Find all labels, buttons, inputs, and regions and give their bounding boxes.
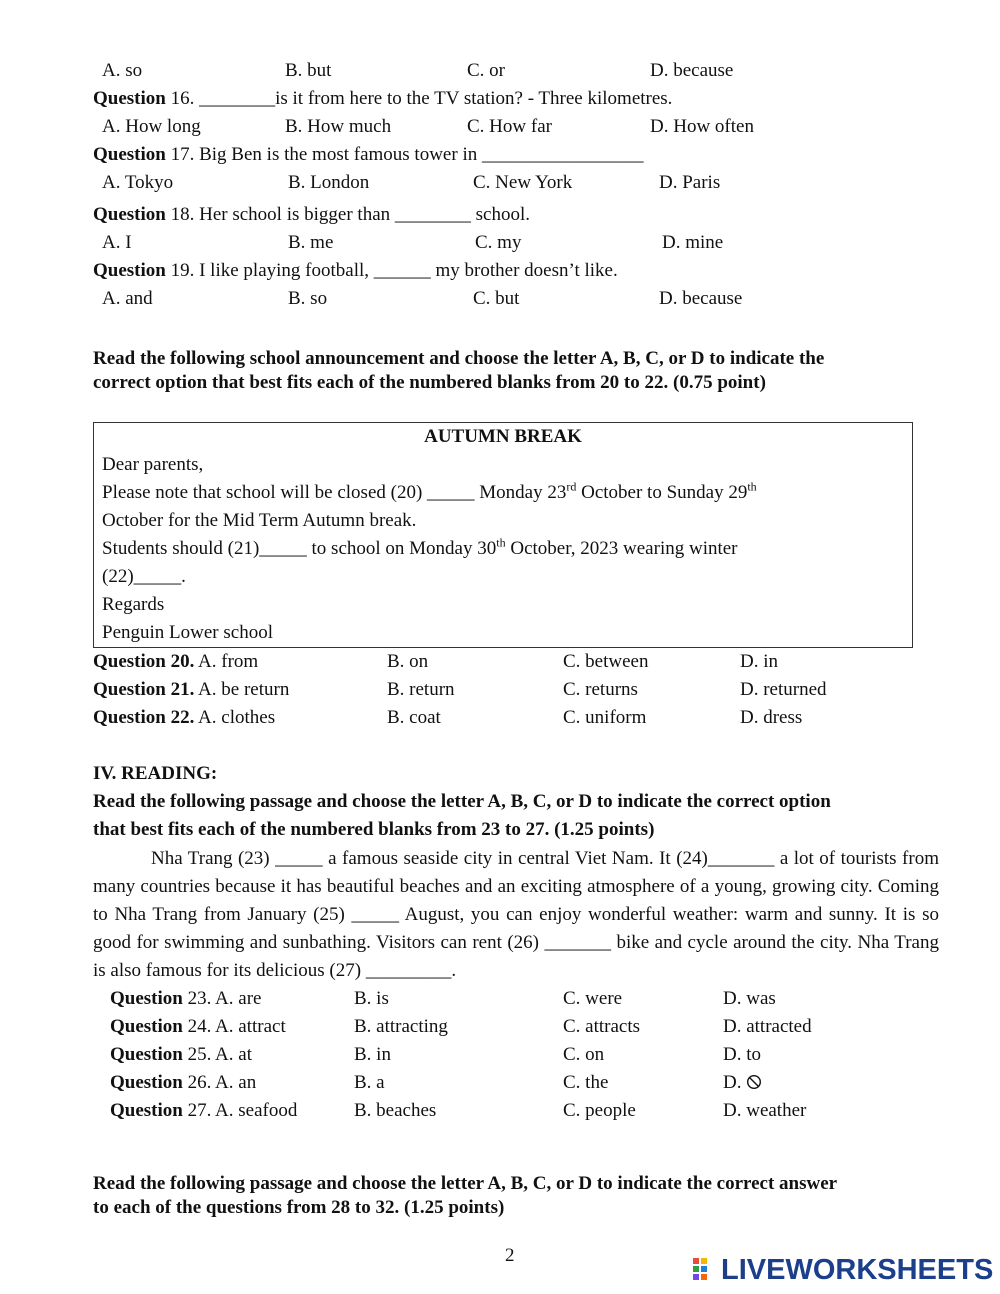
- question-20: [93, 650, 258, 674]
- q22-option-c: C. uniform: [563, 707, 647, 728]
- instruction-announcement-bold: correct option that best fits each of the numbered blanks from 20 to 22: [93, 372, 664, 393]
- liveworksheets-logo: [693, 1253, 994, 1287]
- question-16-text: 16. ________is it from here to the TV station? - Three kilometres.: [165, 88, 673, 109]
- question-16: [93, 87, 672, 111]
- announcement-line-3b: October, 2023 wearing winter: [505, 538, 738, 559]
- q26-option-d: [723, 1071, 762, 1095]
- question-label: Question 22.: [93, 707, 195, 728]
- reading-passage-text: Nha Trang (23) _____ a famous seaside city in central Viet Nam. It (24)_______ a lot of tourists from many countries because it has beautiful beaches and an exciting atmosphere of a young, growing city. Coming to Nha Trang from January (25) _____ August, you can enjoy wonderful weather: warm and sunny. It is so good for swimming and sunbathing. Visitors can rent (26) _______ bike and cycle around the city. Nha Trang is also famous for its delicious (27) _________.: [93, 848, 939, 981]
- question-18-text: 18. Her school is bigger than ________ school.: [165, 204, 530, 225]
- q19-option-c: C. but: [473, 288, 520, 309]
- question-17: [93, 143, 643, 167]
- q18-option-a: A. I: [102, 232, 132, 253]
- announcement-line-4: (22)_____.: [102, 566, 186, 587]
- question-22: [93, 706, 275, 730]
- q23-option-b: B. is: [354, 988, 389, 1009]
- q26-option-b: B. a: [354, 1072, 385, 1093]
- section-heading-reading: IV. READING:: [93, 763, 218, 784]
- announcement-line-1b: October to Sunday 29: [576, 482, 748, 503]
- q24-option-d: D. attracted: [723, 1016, 812, 1037]
- q27-option-c: C. people: [563, 1100, 636, 1121]
- q16-option-a: A. How long: [102, 116, 201, 137]
- q24-option-a: 24. A. attract: [182, 1016, 286, 1037]
- liveworksheets-logo-text: LIVEWORKSHEETS: [721, 1254, 994, 1286]
- q22-option-d: D. dress: [740, 707, 803, 728]
- ordinal-suffix: rd: [566, 479, 577, 494]
- question-27: [110, 1099, 297, 1123]
- q16-option-b: B. How much: [285, 116, 392, 137]
- null-symbol-icon: [746, 1074, 762, 1090]
- question-label: Question: [110, 1016, 183, 1037]
- question-24: [110, 1015, 286, 1039]
- q27-option-a: 27. A. seafood: [182, 1100, 298, 1121]
- q25-option-c: C. on: [563, 1044, 605, 1065]
- instruction-reading-line2: that best fits each of the numbered blanks from 23 to 27. (1.25 points): [93, 819, 655, 840]
- announcement-greeting: Dear parents,: [102, 454, 204, 475]
- instruction-announcement-line1: Read the following school announcement and choose the letter A, B, C, or D to indicate the: [93, 348, 825, 369]
- q20-option-c: C. between: [563, 651, 649, 672]
- question-label: Question: [93, 144, 166, 165]
- announcement-line-2: October for the Mid Term Autumn break.: [102, 510, 417, 531]
- instruction-questions-line1: Read the following passage and choose the letter A, B, C, or D to indicate the correct answer: [93, 1173, 838, 1194]
- q20-option-d: D. in: [740, 651, 778, 672]
- instruction-reading-line1: Read the following passage and choose the letter A, B, C, or D to indicate the correct option: [93, 791, 831, 812]
- question-label: Question: [93, 88, 166, 109]
- question-label: Question: [110, 988, 183, 1009]
- question-label: Question 21.: [93, 679, 195, 700]
- q19-option-d: D. because: [659, 288, 743, 309]
- q15-option-c: C. or: [467, 60, 505, 81]
- question-23: [110, 987, 261, 1011]
- q17-option-b: B. London: [288, 172, 370, 193]
- question-21: [93, 678, 289, 702]
- q25-option-b: B. in: [354, 1044, 391, 1065]
- announcement-line-1a: Please note that school will be closed (20) _____ Monday 23: [102, 482, 567, 503]
- instruction-announcement-line2: [93, 371, 766, 395]
- q19-option-a: A. and: [102, 288, 153, 309]
- q26-option-d-label: D.: [723, 1072, 747, 1093]
- q17-option-a: A. Tokyo: [102, 172, 174, 193]
- q25-option-d: D. to: [723, 1044, 761, 1065]
- q23-option-c: C. were: [563, 988, 623, 1009]
- announcement-regards: Regards: [102, 594, 165, 615]
- q15-option-d: D. because: [650, 60, 734, 81]
- q18-option-c: C. my: [475, 232, 522, 253]
- page-number: 2: [505, 1245, 515, 1266]
- question-17-text: 17. Big Ben is the most famous tower in _________________: [165, 144, 644, 165]
- instruction-questions-line2: to each of the questions from 28 to 32. (1.25 points): [93, 1197, 505, 1218]
- q20-option-a: A. from: [194, 651, 259, 672]
- question-26: [110, 1071, 256, 1095]
- q22-option-a: A. clothes: [194, 707, 276, 728]
- q21-option-b: B. return: [387, 679, 455, 700]
- question-label: Question: [110, 1100, 183, 1121]
- question-19-text: 19. I like playing football, ______ my brother doesn’t like.: [165, 260, 618, 281]
- announcement-line-3: [102, 537, 738, 561]
- q15-option-b: B. but: [285, 60, 332, 81]
- announcement-line-1: [102, 481, 757, 505]
- q19-option-b: B. so: [288, 288, 328, 309]
- question-18: [93, 203, 530, 227]
- question-19: [93, 259, 618, 283]
- announcement-signature: Penguin Lower school: [102, 622, 273, 643]
- question-25: [110, 1043, 252, 1067]
- question-label: Question: [93, 260, 166, 281]
- q24-option-b: B. attracting: [354, 1016, 448, 1037]
- reading-passage: [93, 845, 939, 985]
- question-label: Question: [110, 1072, 183, 1093]
- question-label: Question 20.: [93, 651, 195, 672]
- q15-option-a: A. so: [102, 60, 143, 81]
- q27-option-b: B. beaches: [354, 1100, 437, 1121]
- q21-option-c: C. returns: [563, 679, 638, 700]
- q17-option-d: D. Paris: [659, 172, 721, 193]
- question-label: Question: [110, 1044, 183, 1065]
- liveworksheets-logo-icon: [693, 1257, 717, 1285]
- q24-option-c: C. attracts: [563, 1016, 641, 1037]
- q27-option-d: D. weather: [723, 1100, 807, 1121]
- announcement-line-3a: Students should (21)_____ to school on Monday 30: [102, 538, 497, 559]
- q23-option-d: D. was: [723, 988, 776, 1009]
- q16-option-d: D. How often: [650, 116, 754, 137]
- q26-option-c: C. the: [563, 1072, 609, 1093]
- q23-option-a: 23. A. are: [182, 988, 262, 1009]
- q16-option-c: C. How far: [467, 116, 552, 137]
- q26-option-a: 26. A. an: [182, 1072, 257, 1093]
- q25-option-a: 25. A. at: [182, 1044, 252, 1065]
- q18-option-b: B. me: [288, 232, 334, 253]
- ordinal-suffix: th: [747, 479, 757, 494]
- ordinal-suffix: th: [496, 535, 506, 550]
- q17-option-c: C. New York: [473, 172, 573, 193]
- instruction-announcement-points: . (0.75 point): [663, 372, 766, 393]
- announcement-title: AUTUMN BREAK: [424, 426, 582, 447]
- q18-option-d: D. mine: [662, 232, 724, 253]
- q21-option-a: A. be return: [194, 679, 290, 700]
- q21-option-d: D. returned: [740, 679, 827, 700]
- question-label: Question: [93, 204, 166, 225]
- q20-option-b: B. on: [387, 651, 429, 672]
- q22-option-b: B. coat: [387, 707, 441, 728]
